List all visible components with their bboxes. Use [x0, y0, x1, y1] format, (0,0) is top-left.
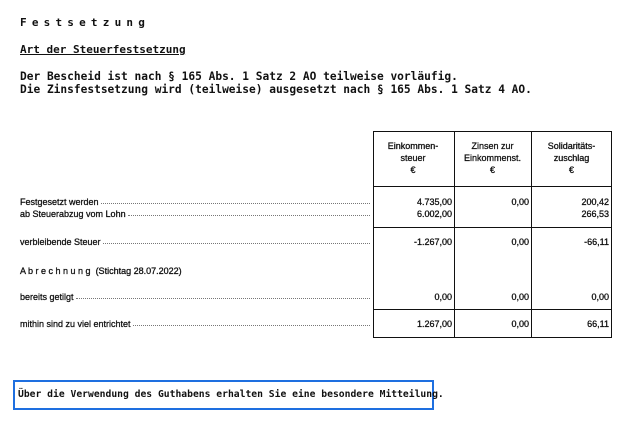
dot-leader — [128, 209, 370, 216]
divider — [454, 132, 455, 337]
divider — [374, 227, 611, 228]
row-label-steuerabzug — [20, 209, 370, 219]
label: bereits getilgt — [20, 292, 74, 302]
cell: 200,42 — [581, 197, 609, 207]
cell: 6.002,00 — [416, 209, 452, 219]
label: verbleibende Steuer — [20, 237, 101, 247]
amount-table — [373, 131, 612, 338]
heading: Festsetzung — [20, 16, 151, 29]
cell: 0,00 — [591, 292, 609, 302]
dot-leader — [103, 237, 370, 244]
cell: -66,11 — [584, 237, 609, 247]
header-soli: Solidaritäts- zuschlag € — [547, 141, 596, 175]
cell: 0,00 — [511, 197, 529, 207]
cell: 0,00 — [511, 237, 529, 247]
dot-leader — [101, 197, 370, 204]
divider — [374, 186, 611, 187]
cell: 0,00 — [434, 292, 452, 302]
row-label-getilgt — [20, 292, 370, 302]
label: ab Steuerabzug vom Lohn — [20, 209, 126, 219]
divider — [374, 309, 611, 310]
subheading: Art der Steuerfestsetzung — [20, 43, 186, 56]
divider — [531, 132, 532, 337]
header-einkommensteuer: Einkommen- steuer € — [387, 141, 439, 175]
row-label-festgesetzt — [20, 197, 370, 207]
dot-leader — [133, 319, 370, 326]
label: Festgesetzt werden — [20, 197, 99, 207]
cell: 66,11 — [587, 319, 609, 329]
row-label-entrichtet — [20, 319, 370, 329]
section-label: A b r e c h n u n g — [20, 266, 91, 276]
row-label-verbleibende — [20, 237, 370, 247]
highlighted-note: Über die Verwendung des Guthabens erhalten Sie eine besondere Mitteilung. — [13, 380, 434, 410]
header-zinsen: Zinsen zur Einkommenst. € — [463, 141, 522, 175]
paragraph-line-1: Der Bescheid ist nach § 165 Abs. 1 Satz 2 AO teilweise vorläufig. — [20, 70, 458, 83]
cell: 266,53 — [581, 209, 609, 219]
paragraph-line-2: Die Zinsfestsetzung wird (teilweise) ausgesetzt nach § 165 Abs. 1 Satz 4 AO. — [20, 83, 532, 96]
cell: -1.267,00 — [413, 237, 452, 247]
cell: 4.735,00 — [416, 197, 452, 207]
section-date: (Stichtag 28.07.2022) — [95, 266, 182, 276]
cell: 0,00 — [511, 292, 529, 302]
dot-leader — [76, 292, 370, 299]
cell: 1.267,00 — [416, 319, 452, 329]
cell: 0,00 — [511, 319, 529, 329]
label: mithin sind zu viel entrichtet — [20, 319, 131, 329]
section-abrechnung — [20, 266, 182, 276]
